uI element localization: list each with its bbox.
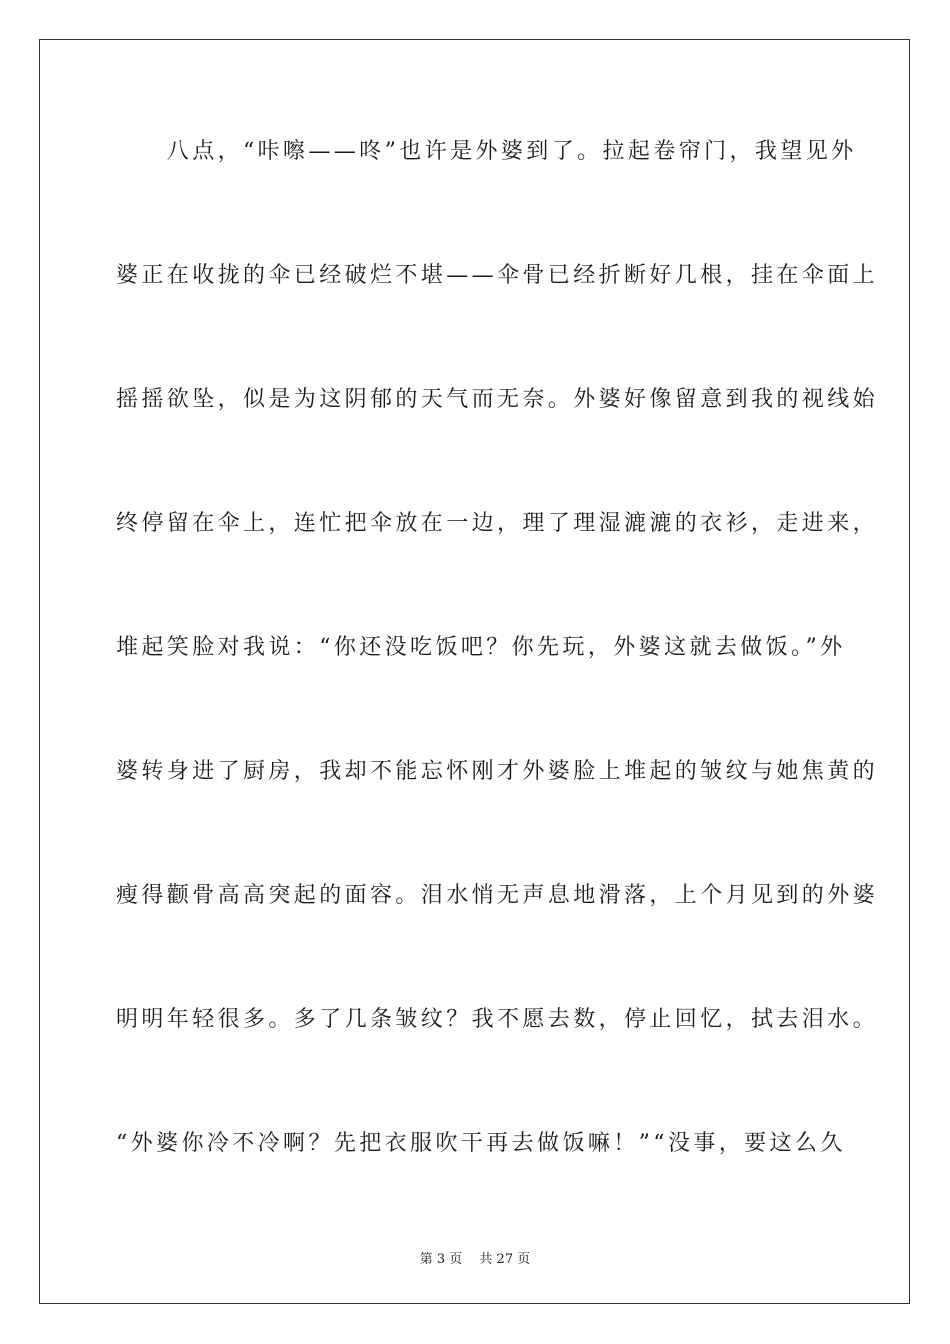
- paragraph-line-3: 摇摇欲坠，似是为这阴郁的天气而无奈。外婆好像留意到我的视线始: [116, 387, 879, 412]
- paragraph-line-5: 堆起笑脸对我说：“你还没吃饭吧？你先玩，外婆这就去做饭。”外: [116, 635, 846, 660]
- paragraph-line-2: 婆正在收拢的伞已经破烂不堪——伞骨已经折断好几根，挂在伞面上: [116, 263, 879, 288]
- paragraph-line-9: “外婆你冷不冷啊？先把衣服吹干再去做饭嘛！”“没事，要这么久: [116, 1131, 846, 1156]
- paragraph-line-7: 瘦得颧骨高高突起的面容。泪水悄无声息地滑落，上个月见到的外婆: [116, 883, 879, 908]
- page-border: [39, 39, 910, 1304]
- paragraph-line-8: 明明年轻很多。多了几条皱纹？我不愿去数，停止回忆，拭去泪水。: [116, 1007, 879, 1032]
- paragraph-line-1: 八点，“咔嚓——咚”也许是外婆到了。拉起卷帘门，我望见外: [116, 139, 857, 164]
- page-number-footer: 第 3 页 共 27 页: [419, 1252, 531, 1267]
- paragraph-line-6: 婆转身进了厨房，我却不能忘怀刚才外婆脸上堆起的皱纹与她焦黄的: [116, 759, 879, 784]
- paragraph-line-4: 终停留在伞上，连忙把伞放在一边，理了理湿漉漉的衣衫，走进来，: [116, 511, 879, 536]
